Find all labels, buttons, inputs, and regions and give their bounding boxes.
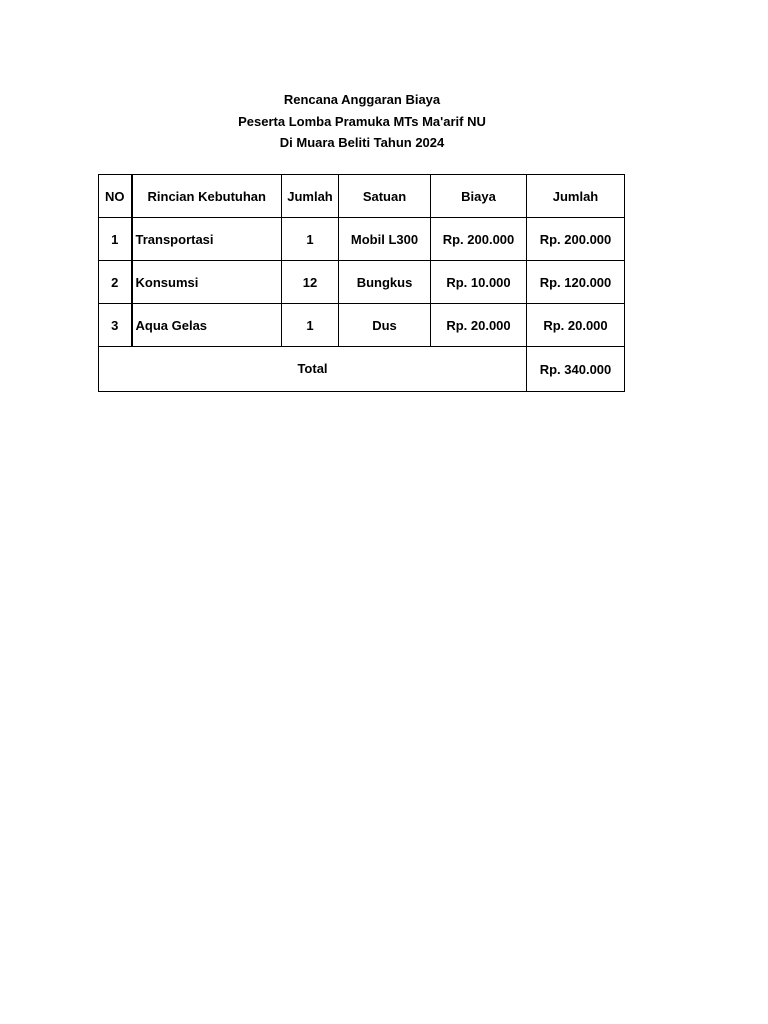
cell-item: Aqua Gelas [132,304,282,347]
title-line-2: Peserta Lomba Pramuka MTs Ma'arif NU [238,113,486,129]
cell-qty: 1 [282,218,339,261]
cell-amount: Rp. 120.000 [527,261,625,304]
header-unit: Satuan [339,175,431,218]
cell-unit: Dus [339,304,431,347]
cell-cost: Rp. 20.000 [431,304,527,347]
header-cost: Biaya [431,175,527,218]
table-row [99,261,625,304]
title-line-3: Di Muara Beliti Tahun 2024 [279,135,445,150]
total-label: Total [99,347,527,392]
cell-qty: 12 [282,261,339,304]
cell-amount: Rp. 20.000 [527,304,625,347]
header-item: Rincian Kebutuhan [132,175,282,218]
table-row [99,218,625,261]
cell-cost: Rp. 200.000 [431,218,527,261]
title-line-1: Rencana Anggaran Biaya [283,92,441,107]
table-header-row [99,175,625,218]
table-row [99,304,625,347]
document-title [0,89,724,154]
cell-unit: Mobil L300 [339,218,431,261]
cell-no: 1 [99,218,132,261]
cell-amount: Rp. 200.000 [527,218,625,261]
cell-cost: Rp. 10.000 [431,261,527,304]
total-row [99,347,625,392]
header-amount: Jumlah [527,175,625,218]
cell-unit: Bungkus [339,261,431,304]
total-amount: Rp. 340.000 [527,347,625,392]
cell-item: Konsumsi [132,261,282,304]
cell-no: 2 [99,261,132,304]
cell-item: Transportasi [132,218,282,261]
cell-no: 3 [99,304,132,347]
cell-qty: 1 [282,304,339,347]
header-qty: Jumlah [282,175,339,218]
budget-table [98,174,625,392]
header-no: NO [99,175,132,218]
